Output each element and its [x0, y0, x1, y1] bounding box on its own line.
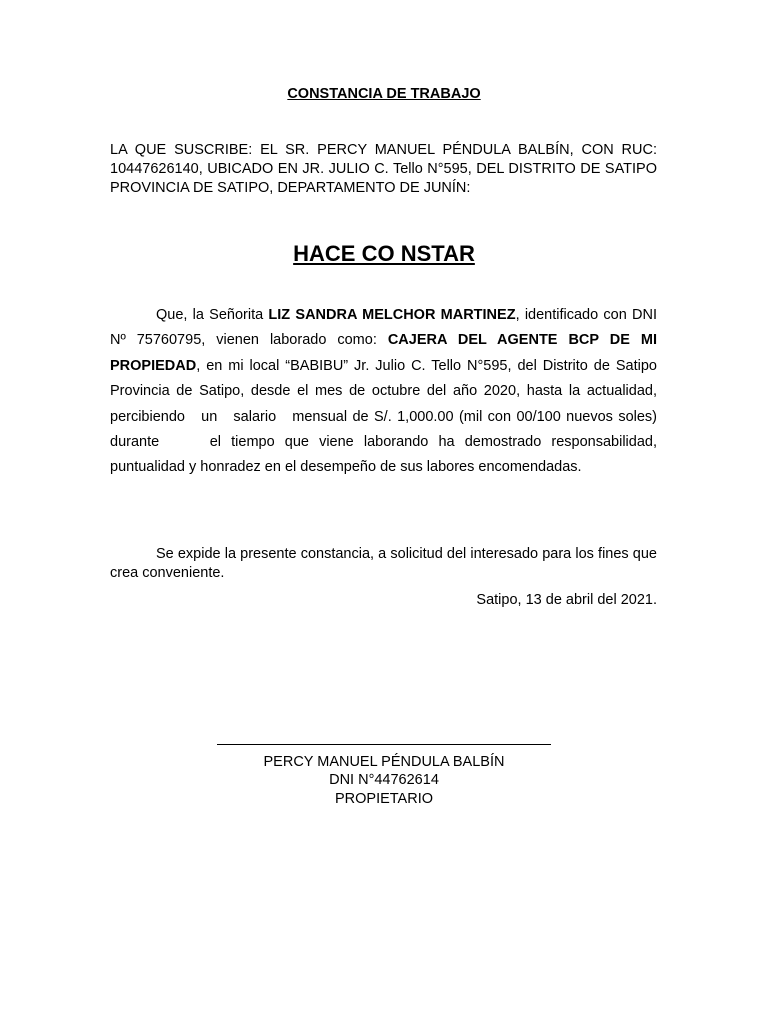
employee-name: LIZ SANDRA MELCHOR MARTINEZ — [268, 307, 516, 323]
signer-name: PERCY MANUEL PÉNDULA BALBÍN — [263, 753, 505, 770]
body-text-2: , identificado con DNI Nº 75760795, vienen laborado como: — [110, 307, 662, 349]
body-text-3: , en mi local “BABIBU” Jr. Julio C. Tello N°595, del Distrito de Satipo Provincia de Satipo, desde el mes de octubre del año 2020, hasta la actualidad, percibiendo un salario mensual de S/. 1,000.00 (mil con 00/100 nuevos soles) durante el tiempo que viene laborando ha demostrado responsabilidad, puntualidad y honradez en el desempeño de sus labores encomendadas. — [110, 357, 662, 476]
document-date: Satipo, 13 de abril del 2021. — [476, 592, 657, 608]
section-heading: HACE CO NSTAR — [293, 241, 475, 266]
employee-position: CAJERA DEL AGENTE BCP DE MI PROPIEDAD — [110, 332, 662, 374]
body-text-1: Que, la Señorita — [156, 307, 269, 323]
body-paragraph — [110, 303, 662, 481]
signature-line — [217, 730, 551, 745]
signer-role: PROPIETARIO — [334, 790, 434, 807]
signature-block — [0, 730, 768, 808]
signer-dni: DNI N°44762614 — [329, 772, 439, 788]
closing-paragraph: Se expide la presente constancia, a solicitud del interesado para los fines que crea conveniente. — [110, 546, 657, 581]
intro-paragraph: LA QUE SUSCRIBE: EL SR. PERCY MANUEL PÉNDULA BALBÍN, CON RUC: 10447626140, UBICADO EN JR. JULIO C. Tello N°595, DEL DISTRITO DE SATIPO PROVINCIA DE SATIPO, DEPARTAMENTO DE JUNÍN: — [110, 142, 657, 196]
document-title: CONSTANCIA DE TRABAJO — [287, 86, 481, 102]
